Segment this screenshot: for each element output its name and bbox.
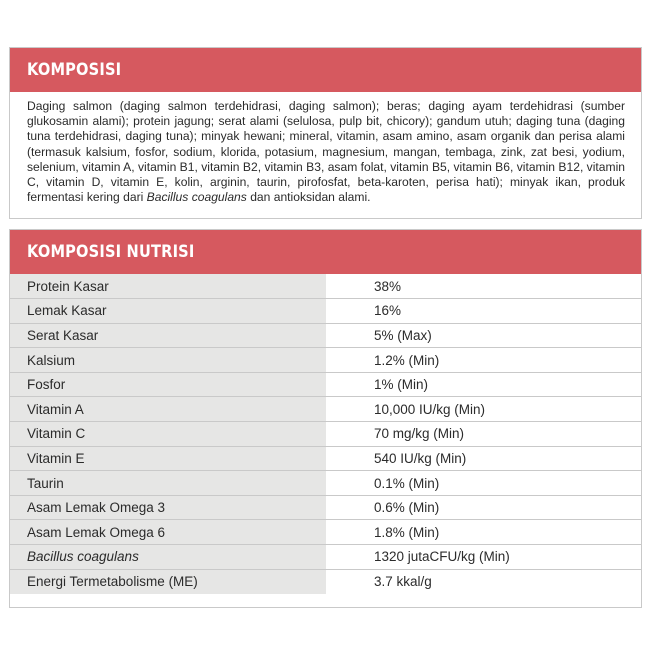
nutrient-value: 38%: [326, 274, 641, 299]
nutrient-label: Asam Lemak Omega 6: [10, 520, 326, 545]
nutrient-value: 1320 jutaCFU/kg (Min): [326, 545, 641, 570]
nutrient-label: Taurin: [10, 471, 326, 496]
table-row: [10, 471, 641, 496]
composition-title: KOMPOSISI: [27, 60, 122, 80]
nutrient-label: Serat Kasar: [10, 323, 326, 348]
nutrient-label: Vitamin C: [10, 422, 326, 447]
composition-text: [27, 99, 625, 205]
table-row: [10, 520, 641, 545]
composition-text-italic: Bacillus coagulans: [146, 190, 247, 205]
nutrient-value: 3.7 kkal/g: [326, 569, 641, 594]
nutrition-section: [9, 229, 642, 608]
table-row: [10, 299, 641, 324]
nutrient-value: 1.2% (Min): [326, 348, 641, 373]
table-row: [10, 323, 641, 348]
nutrient-value: 10,000 IU/kg (Min): [326, 397, 641, 422]
table-row: [10, 446, 641, 471]
nutrient-label: Lemak Kasar: [10, 299, 326, 324]
nutrient-label: Asam Lemak Omega 3: [10, 495, 326, 520]
nutrient-label: Vitamin E: [10, 446, 326, 471]
nutrient-value: 0.1% (Min): [326, 471, 641, 496]
nutrient-label: Bacillus coagulans: [10, 545, 326, 570]
nutrient-value: 5% (Max): [326, 323, 641, 348]
nutrient-value: 540 IU/kg (Min): [326, 446, 641, 471]
table-row: [10, 348, 641, 373]
composition-text-end: dan antioksidan alami.: [246, 190, 371, 205]
nutrition-table: [10, 274, 641, 594]
table-row: [10, 569, 641, 594]
table-row: [10, 422, 641, 447]
table-row: [10, 397, 641, 422]
nutrient-value: 16%: [326, 299, 641, 324]
nutrient-value: 0.6% (Min): [326, 495, 641, 520]
composition-section: [9, 47, 642, 219]
nutrient-value: 70 mg/kg (Min): [326, 422, 641, 447]
table-row: [10, 545, 641, 570]
nutrient-value: 1.8% (Min): [326, 520, 641, 545]
nutrient-value: 1% (Min): [326, 372, 641, 397]
nutrient-label: Energi Termetabolisme (ME): [10, 569, 326, 594]
composition-header: [10, 48, 641, 92]
nutrient-label: Vitamin A: [10, 397, 326, 422]
nutrient-label: Protein Kasar: [10, 274, 326, 299]
table-row: [10, 495, 641, 520]
table-row: [10, 274, 641, 299]
composition-text-main: Daging salmon (daging salmon terdehidrasi, daging salmon); beras; daging ayam terdehidrasi (sumber glukosamin alami); protein jagung; serat alami (selulosa, pulp bit, chicory); gandum utuh; daging tuna (daging tuna terdehidrasi, daging tuna); minyak hewani; mineral, vitamin, asam amino, asam organik dan perisa alami (termasuk kalsium, fosfor, sodium, klorida, potasium, magnesium, mangan, tembaga, zink, zat besi, yodium, selenium, vitamin A, vitamin B1, vitamin B2, vitamin B3, asam folat, vitamin B5, vitamin B6, vitamin B12, vitamin C, vitamin D, vitamin E, kolin, arginin, taurin, pirofosfat, beta-karoten, perisa hati); minyak ikan, produk fermentasi kering dari: [27, 99, 625, 205]
nutrition-title: KOMPOSISI NUTRISI: [27, 242, 195, 262]
nutrient-label: Fosfor: [10, 372, 326, 397]
nutrient-label: Kalsium: [10, 348, 326, 373]
table-row: [10, 372, 641, 397]
nutrition-header: [10, 230, 641, 274]
